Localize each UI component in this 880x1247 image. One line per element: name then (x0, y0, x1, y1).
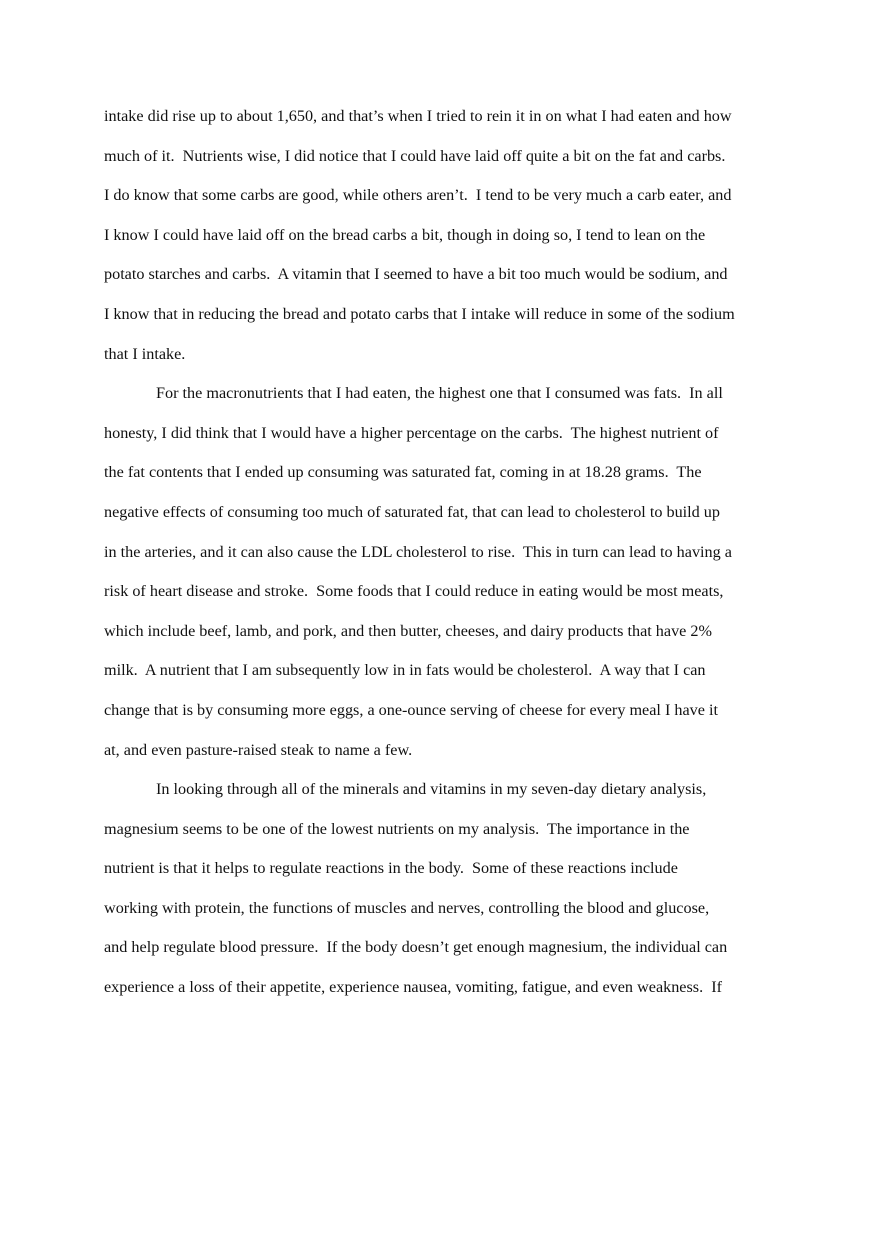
text-line: I do know that some carbs are good, while others aren’t. I tend to be very much a carb eater, and (104, 186, 732, 205)
paragraph-3 (104, 773, 794, 1011)
text-line: I know that in reducing the bread and potato carbs that I intake will reduce in some of the sodium (104, 304, 735, 323)
text-line: which include beef, lamb, and pork, and then butter, cheeses, and dairy products that have 2% (104, 621, 712, 640)
paragraph-2 (104, 377, 794, 773)
text-line: risk of heart disease and stroke. Some foods that I could reduce in eating would be most meats, (104, 582, 724, 601)
text-line: intake did rise up to about 1,650, and that’s when I tried to rein it in on what I had eaten and how (104, 107, 732, 125)
text-line: magnesium seems to be one of the lowest nutrients on my analysis. The importance in the (104, 819, 690, 838)
paragraph-1 (104, 100, 794, 377)
text-line: at, and even pasture-raised steak to name a few. (104, 740, 413, 759)
text-line: negative effects of consuming too much of saturated fat, that can lead to cholesterol to build up (104, 502, 720, 521)
text-line: that I intake. (104, 344, 186, 363)
text-line: working with protein, the functions of muscles and nerves, controlling the blood and glucose, (104, 898, 710, 917)
text-line: much of it. Nutrients wise, I did notice that I could have laid off quite a bit on the fat and carbs. (104, 146, 726, 165)
text-line: experience a loss of their appetite, experience nausea, vomiting, fatigue, and even weakness. If (104, 978, 723, 997)
text-line: honesty, I did think that I would have a higher percentage on the carbs. The highest nutrient of (104, 423, 719, 442)
text-line: milk. A nutrient that I am subsequently low in in fats would be cholesterol. A way that I can (104, 661, 706, 680)
text-line: I know I could have laid off on the bread carbs a bit, though in doing so, I tend to lean on the (104, 225, 706, 244)
text-line: the fat contents that I ended up consuming was saturated fat, coming in at 18.28 grams. The (104, 463, 702, 482)
text-line: and help regulate blood pressure. If the body doesn’t get enough magnesium, the individual can (104, 938, 728, 957)
text-line-indented: For the macronutrients that I had eaten, the highest one that I consumed was fats. In all (156, 384, 723, 403)
text-line: nutrient is that it helps to regulate reactions in the body. Some of these reactions include (104, 859, 678, 878)
text-line: potato starches and carbs. A vitamin that I seemed to have a bit too much would be sodium, and (104, 265, 728, 284)
text-line: change that is by consuming more eggs, a one-ounce serving of cheese for every meal I have it (104, 700, 719, 719)
text-line-indented: In looking through all of the minerals and vitamins in my seven-day dietary analysis, (156, 780, 707, 799)
text-line: in the arteries, and it can also cause the LDL cholesterol to rise. This in turn can lead to having a (104, 542, 732, 561)
body-text (104, 100, 794, 1011)
